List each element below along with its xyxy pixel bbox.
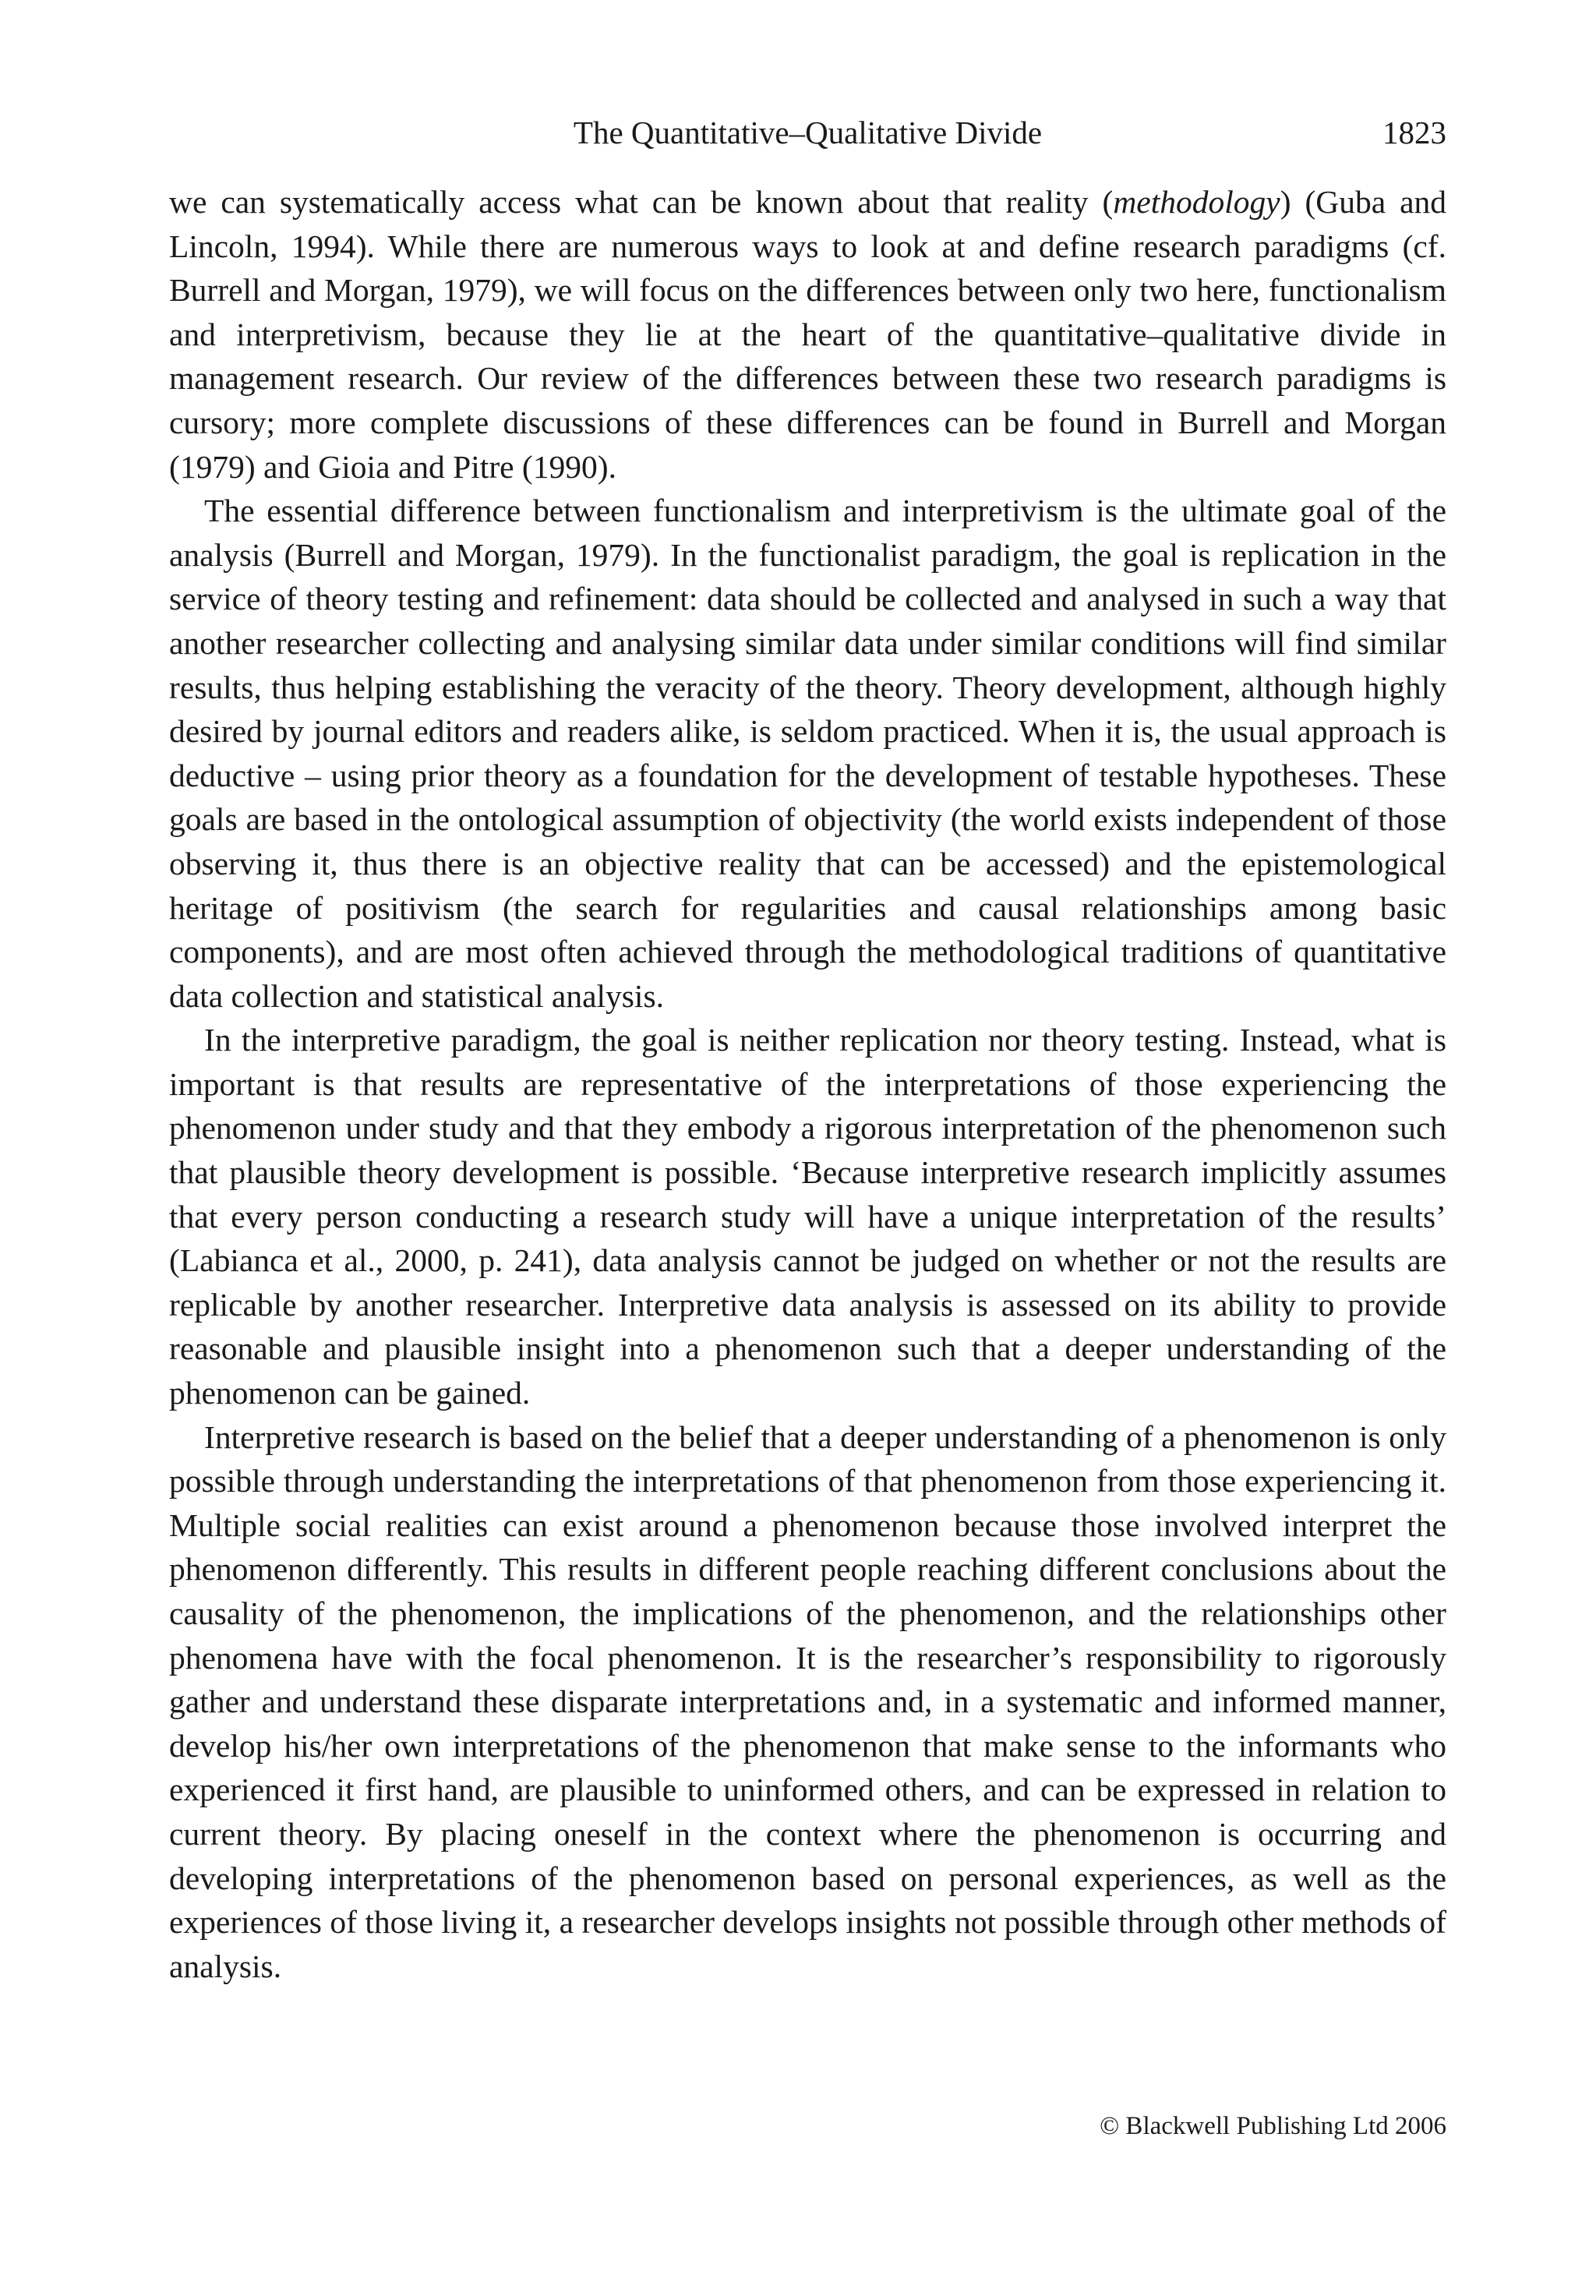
copyright-notice: © Blackwell Publishing Ltd 2006 [1100,2112,1446,2140]
methodology-term: methodology [1113,184,1280,220]
paragraph-1-end: ) (Guba and Lincoln, 1994). While there are numerous ways to look at and define research paradigms (cf. Burrell and Morgan, 1979), we will focus on the differences between only two here, functionalism and interpretivism, because they lie at the heart of the quantitative–qualitative divide in management research. Our review of the differences between these two research paradigms is cursory; more complete discussions of these differences can be found in Burrell and Morgan (1979) and Gioia and Pitre (1990). [169,184,1447,485]
paragraph-1-start: we can systematically access what can be known about that reality ( [169,184,1114,220]
paragraph-1 [169,180,1446,489]
page-number: 1823 [1382,115,1446,150]
running-title: The Quantitative–Qualitative Divide [573,115,1043,150]
paragraph-3: In the interpretive paradigm, the goal is neither replication nor theory testing. Instead, what is important is that results are representative of the interpretations of those experiencing the phenomenon under study and that they embody a rigorous interpretation of the phenomenon such that plausible theory development is possible. ‘Because interpretive research implicitly assumes that every person conducting a research study will have a unique interpretation of the results’ (Labianca et al., 2000, p. 241), data analysis cannot be judged on whether or not the results are replicable by another researcher. Interpretive data analysis is assessed on its ability to provide reasonable and plausible insight into a phenomenon such that a deeper understanding of the phenomenon can be gained. [169,1022,1446,1411]
paragraph-4: Interpretive research is based on the belief that a deeper understanding of a phenomenon is only possible through understanding the interpretations of that phenomenon from those experiencing it. Multiple social realities can exist around a phenomenon because those involved interpret the phenomenon differently. This results in different people reaching different conclusions about the causality of the phenomenon, the implications of the phenomenon, and the relationships other phenomena have with the focal phenomenon. It is the researcher’s responsibility to rigorously gather and understand these disparate interpretations and, in a systematic and informed manner, develop his/her own interpretations of the phenomenon that make sense to the informants who experienced it first hand, are plausible to uninformed others, and can be expressed in relation to current theory. By placing oneself in the context where the phenomenon is occurring and developing interpretations of the phenomenon based on personal experiences, as well as the experiences of those living it, a researcher develops insights not possible through other methods of analysis. [169,1418,1446,1984]
paragraph-2: The essential difference between functionalism and interpretivism is the ultimate goal of the analysis (Burrell and Morgan, 1979). In the functionalist paradigm, the goal is replication in the service of theory testing and refinement: data should be collected and analysed in such a way that another researcher collecting and analysing similar data under similar conditions will find similar results, thus helping establishing the veracity of the theory. Theory development, although highly desired by journal editors and readers alike, is seldom practiced. When it is, the usual approach is deductive – using prior theory as a foundation for the development of testable hypotheses. These goals are based in the ontological assumption of objectivity (the world exists independent of those observing it, thus there is an objective reality that can be accessed) and the epistemological heritage of positivism (the search for regularities and causal relationships among basic components), and are most often achieved through the methodological traditions of quantitative data collection and statistical analysis. [169,493,1446,1014]
article-body [169,180,1446,1988]
running-head [169,109,1446,156]
